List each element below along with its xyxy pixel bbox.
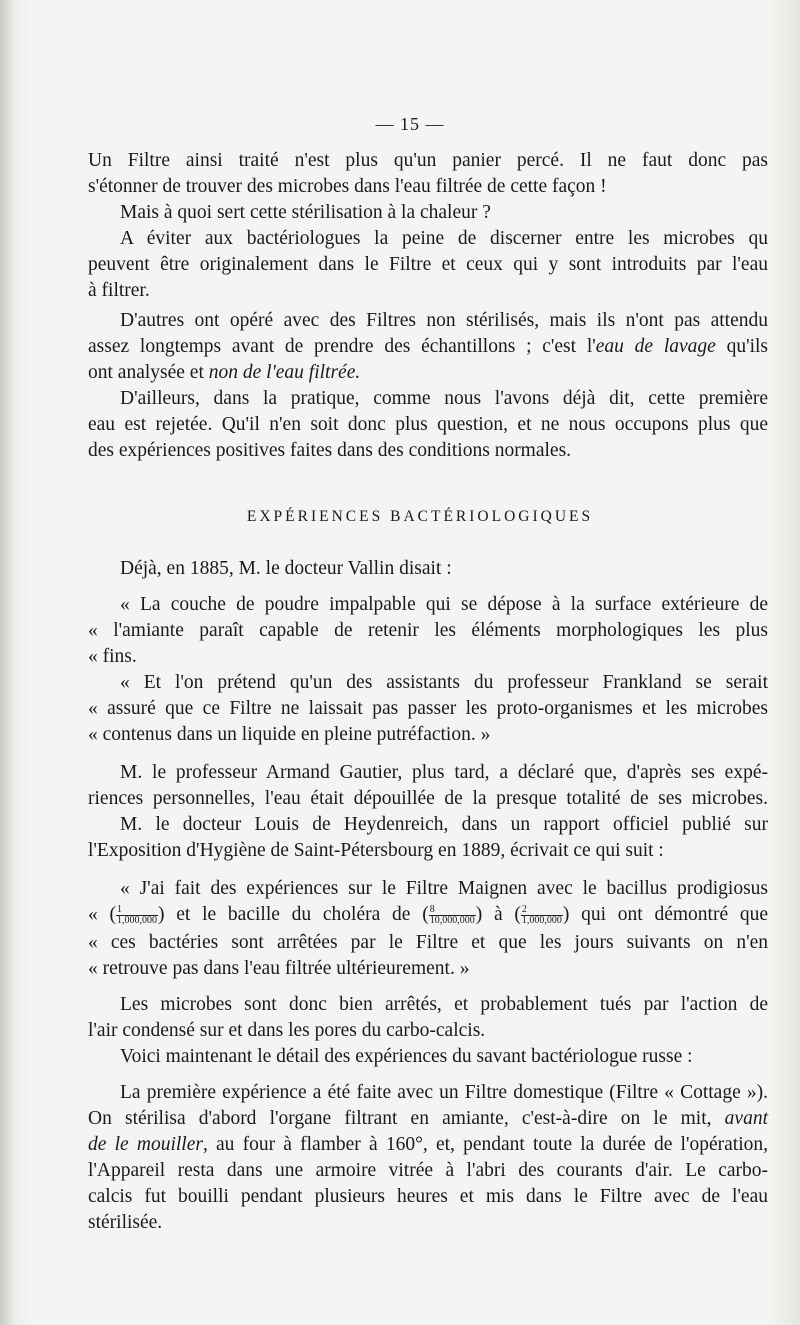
text-line: ont analysée et non de l'eau filtrée. — [88, 362, 361, 383]
binding-shadow — [0, 0, 14, 1325]
text-line: calcis fut bouilli pendant plusieurs heures et mis dans le Filtre avec de l'eau — [88, 1186, 768, 1207]
quote-line: « Et l'on prétend qu'un des assistants du professeur Frankland se serait — [120, 672, 768, 693]
text-line: A éviter aux bactériologues la peine de discerner entre les microbes qu — [120, 228, 768, 249]
quote-line: « La couche de poudre impalpable qui se dépose à la surface extérieure de — [120, 594, 768, 615]
text-line: l'Appareil resta dans une armoire vitrée à l'abri des courants d'air. Le carbo- — [88, 1160, 768, 1181]
quote-line: « J'ai fait des expériences sur le Filtre Maignen avec le bacillus prodigiosus — [120, 878, 768, 899]
text-line: M. le docteur Louis de Heydenreich, dans un rapport officiel publié sur — [120, 814, 768, 835]
text-line: des expériences positives faites dans des conditions normales. — [88, 440, 572, 461]
section-heading: EXPÉRIENCES BACTÉRIOLOGIQUES — [246, 508, 594, 525]
quote-line: « retrouve pas dans l'eau filtrée ultérieurement. » — [88, 958, 470, 979]
fraction: $\frac{8}{10,000,000}$ — [429, 904, 475, 927]
fraction: $\frac{1}{1,000,000}$ — [117, 904, 158, 927]
quote-line: « assuré que ce Filtre ne laissait pas passer les proto-organismes et les microbes — [88, 698, 768, 719]
text-line: M. le professeur Armand Gautier, plus tard, a déclaré que, d'après ses expé- — [120, 762, 768, 783]
text-line: Un Filtre ainsi traité n'est plus qu'un panier percé. Il ne faut donc pas — [88, 150, 768, 171]
text-line: peuvent être originalement dans le Filtre et ceux qui y sont introduits par l'eau — [88, 254, 768, 275]
text-line: s'étonner de trouver des microbes dans l'eau filtrée de cette façon ! — [88, 176, 607, 197]
text-line: l'Exposition d'Hygiène de Saint-Pétersbourg en 1889, écrivait ce qui suit : — [88, 840, 664, 861]
text-line: Mais à quoi sert cette stérilisation à la chaleur ? — [120, 202, 491, 223]
text-line: assez longtemps avant de prendre des échantillons ; c'est l'eau de lavage qu'ils — [88, 336, 769, 357]
text-line: à filtrer. — [88, 280, 150, 301]
text-line: La première expérience a été faite avec un Filtre domestique (Filtre « Cottage »). — [120, 1082, 768, 1103]
quote-line-fractions: « ( $\frac{1}{1,000,000}$ ) et le bacille du choléra de ( $\frac{8}{10,000,000}$ ) à ( $\frac{2}{1,000,000}$ ) qui ont démontré que — [88, 904, 769, 927]
text-line: D'ailleurs, dans la pratique, comme nous l'avons déjà dit, cette première — [120, 388, 768, 409]
text-line: Les microbes sont donc bien arrêtés, et probablement tués par l'action de — [120, 994, 768, 1015]
text-line: D'autres ont opéré avec des Filtres non stérilisés, mais ils n'ont pas attendu — [120, 310, 768, 331]
quote-line: « ces bactéries sont arrêtées par le Filtre et que les jours suivants on n'en — [88, 932, 768, 953]
page-number: — 15 — — [375, 114, 445, 134]
text-line: de le mouiller, au four à flamber à 160°, et, pendant toute la durée de l'opération, — [88, 1134, 768, 1155]
quote-line: « fins. — [88, 646, 137, 667]
text-line: l'air condensé sur et dans les pores du carbo-calcis. — [88, 1020, 486, 1041]
text-line: On stérilisa d'abord l'organe filtrant en amiante, c'est-à-dire on le mit, avant — [88, 1108, 768, 1129]
text-line: stérilisée. — [88, 1212, 163, 1233]
text-line: Déjà, en 1885, M. le docteur Vallin disait : — [120, 558, 452, 579]
fraction: $\frac{2}{1,000,000}$ — [521, 904, 562, 927]
quote-line: « contenus dans un liquide en pleine putréfaction. » — [88, 724, 491, 745]
text-line: riences personnelles, l'eau était dépouillée de la presque totalité de ses microbes. — [88, 788, 768, 809]
text-line: Voici maintenant le détail des expériences du savant bactériologue russe : — [120, 1046, 693, 1067]
text-line: eau est rejetée. Qu'il n'en soit donc plus question, et ne nous occupons plus que — [88, 414, 768, 435]
quote-line: « l'amiante paraît capable de retenir les éléments morphologiques les plus — [88, 620, 768, 641]
